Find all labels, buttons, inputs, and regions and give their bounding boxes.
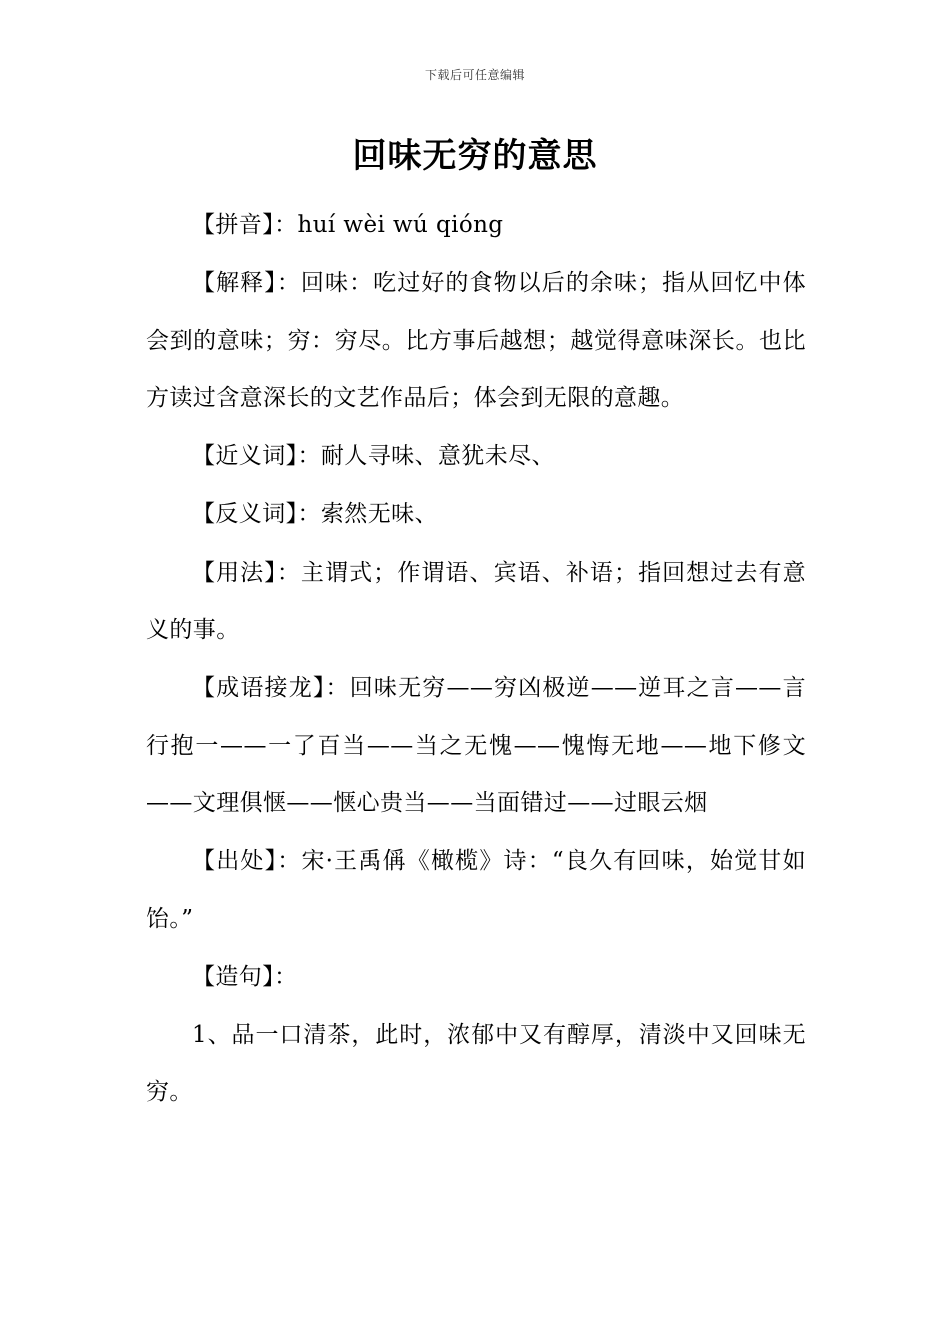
idiom-chain-paragraph: 【成语接龙】：回味无穷——穷凶极逆——逆耳之言——言行抱一——一了百当——当之无愧——愧悔无地——地下修文——文理俱惬——惬心贵当——当面错过——过眼云烟 [146,675,806,816]
example-sentence-1: 1、品一口清茶，此时，浓郁中又有醇厚，清淡中又回味无穷。 [146,1022,806,1106]
explanation-paragraph: 【解释】：回味：吃过好的食物以后的余味；指从回忆中体会到的意味；穷：穷尽。比方事后越想；越觉得意味深长。也比方读过含意深长的文艺作品后；体会到无限的意趣。 [146,270,806,411]
header-note: 下载后可任意编辑 [424,68,525,82]
example-heading-paragraph: 【造句】： [192,963,298,990]
usage-paragraph: 【用法】：主谓式；作谓语、宾语、补语；指回想过去有意义的事。 [146,559,806,644]
pinyin-paragraph: 【拼音】：huí wèi wú qióng [192,212,504,238]
synonyms-paragraph: 【近义词】：耐人寻味、意犹未尽、 [192,443,555,470]
source-paragraph: 【出处】：宋·王禹偁《橄榄》诗：“良久有回味，始觉甘如饴。” [146,848,806,932]
document-title: 回味无穷的意思 [352,136,598,176]
antonyms-paragraph: 【反义词】：索然无味、 [192,501,438,528]
document-body [146,197,806,1123]
